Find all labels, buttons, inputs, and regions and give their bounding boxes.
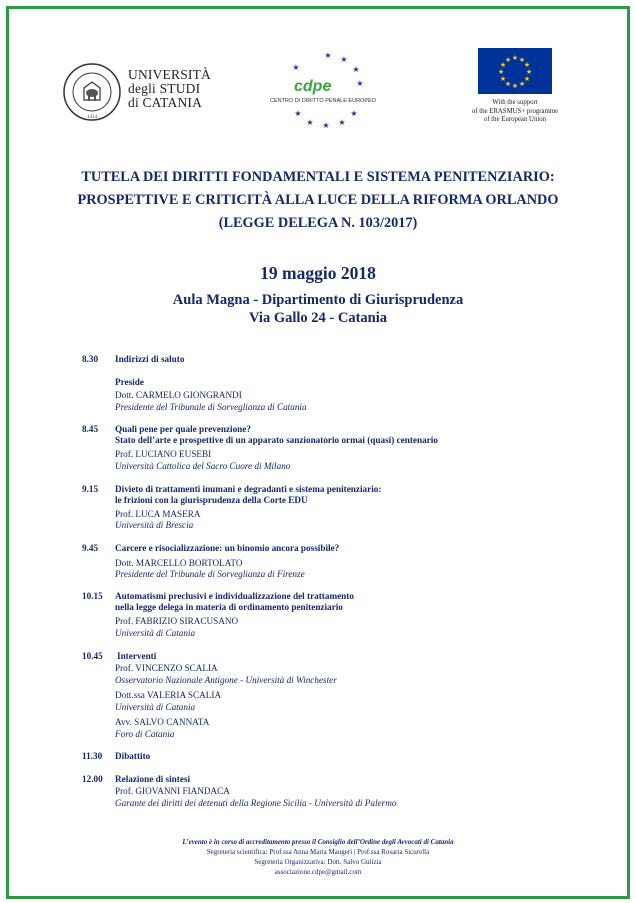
speaker-name: Dott. CARMELO GIONGRANDI: [115, 390, 242, 400]
speaker-affiliation: Università Cattolica del Sacro Cuore di Milano: [115, 461, 291, 471]
session-title: Automatismi preclusivi e individualizzazione del trattamento: [115, 591, 354, 601]
svg-text:★: ★: [518, 80, 526, 88]
svg-text:★: ★: [294, 109, 302, 118]
title-line3: (LEGGE DELEGA N. 103/2017): [218, 215, 418, 231]
speaker-affiliation: Università di Catania: [115, 702, 196, 712]
session-role: Preside: [115, 377, 144, 387]
session-title: Dibattito: [115, 751, 151, 761]
speaker-name: Prof. FABRIZIO SIRACUSANO: [115, 616, 239, 626]
session-time: 10.45: [82, 651, 103, 661]
event-venue: [0, 291, 636, 327]
svg-text:★: ★: [292, 63, 300, 72]
footer-email[interactable]: associazione.cdpe@gmail.com: [274, 868, 362, 876]
unict-line1: UNIVERSITÀ: [128, 67, 211, 82]
footer-organizing-secretariat: Segreteria Organizzativa: Dott. Salvo Gulizia: [254, 858, 382, 866]
page-border: [6, 6, 630, 899]
eu-caption-line2: of the ERASMUS+ programme: [471, 107, 559, 115]
speaker-name: Prof. GIOVANNI FIANDACA: [115, 786, 230, 796]
eu-flag-icon: [478, 48, 552, 94]
svg-text:★: ★: [511, 82, 519, 90]
title-line1: TUTELA DEI DIRITTI FONDAMENTALI E SISTEMA PENITENZIARIO:: [81, 169, 555, 185]
unict-name: [128, 68, 211, 110]
svg-text:★: ★: [499, 61, 507, 69]
svg-text:★: ★: [350, 109, 358, 118]
session-time: 10.15: [82, 591, 103, 601]
speaker-name: Prof. LUCIANO EUSEBI: [115, 449, 212, 459]
session-time: 8.45: [82, 424, 99, 434]
footer-scientific-secretariat: Segreteria scientifica: Prof.ssa Anna Maria Maugeri | Prof.ssa Rosaria Sicurella: [206, 848, 430, 856]
eu-flag: [478, 48, 552, 94]
footer: [0, 837, 636, 877]
session-time: 8.30: [82, 354, 99, 364]
speaker-name: Prof. LUCA MASERA: [115, 509, 201, 519]
unict-seal-icon: [62, 62, 122, 122]
svg-text:★: ★: [322, 121, 330, 130]
eu-caption-line3: of the European Union: [483, 116, 547, 123]
venue-line2: Via Gallo 24 - Catania: [248, 310, 388, 326]
session-title: Interventi: [117, 651, 157, 661]
speaker-affiliation: Osservatorio Nazionale Antigone - Università di Winchester: [115, 675, 337, 685]
unict-line3: di CATANIA: [128, 95, 203, 110]
venue-line1: Aula Magna - Dipartimento di Giurisprudenza: [172, 292, 464, 308]
speaker-name: Dott.ssa VALERIA SCALIA: [115, 690, 222, 700]
speaker-affiliation: Università di Brescia: [115, 520, 194, 530]
svg-text:★: ★: [324, 51, 332, 60]
eu-caption: [445, 99, 585, 125]
speaker-name: Avv. SALVO CANNATA: [115, 717, 210, 727]
cdpe-wordmark: cdpe: [294, 78, 332, 95]
session-title: Carcere e risocializzazione: un binomio ancora possibile?: [115, 543, 340, 553]
unict-line2: degli STUDI: [128, 81, 201, 96]
seal-year: 1434: [87, 115, 97, 120]
title-line2: PROSPETTIVE E CRITICITÀ ALLA LUCE DELLA RIFORMA ORLANDO: [77, 192, 559, 208]
speaker-name: Dott. MARCELLO BORTOLATO: [115, 558, 243, 568]
session-subtitle: nella legge delega in materia di ordinamento penitenziario: [115, 602, 343, 612]
svg-text:★: ★: [352, 65, 360, 74]
speaker-affiliation: Garante dei diritti dei detenuti della Regione Sicilia - Università di Palermo: [115, 798, 397, 808]
svg-text:★: ★: [340, 55, 348, 64]
footer-accreditation: L’evento è in corso di accreditamento presso il Consiglio dell’Ordine degli Avvocati di Catania: [182, 838, 454, 846]
svg-text:★: ★: [518, 56, 526, 64]
svg-text:★: ★: [306, 118, 314, 127]
speaker-affiliation: Università di Catania: [115, 628, 196, 638]
session-time: 11.30: [82, 751, 103, 761]
speaker-affiliation: Foro di Catania: [115, 729, 175, 739]
session-time: 12.00: [82, 774, 103, 784]
svg-text:★: ★: [338, 118, 346, 127]
svg-text:★: ★: [504, 56, 512, 64]
session-title: Relazione di sintesi: [115, 774, 191, 784]
session-title: Quali pene per quale prevenzione?: [115, 424, 251, 434]
svg-text:★: ★: [525, 68, 533, 76]
speaker-affiliation: Presidente del Tribunale di Sorveglianza di Catania: [115, 402, 307, 412]
session-title: Indirizzi di saluto: [115, 354, 185, 364]
svg-text:★: ★: [523, 75, 531, 83]
event-title: [20, 166, 616, 235]
unict-logo: [62, 62, 222, 124]
speaker-affiliation: Presidente del Tribunale di Sorveglianza di Firenze: [115, 569, 305, 579]
session-subtitle: Stato dell’arte e prospettive di un apparato sanzionatorio ormai (quasi) centenario: [115, 435, 438, 445]
svg-text:★: ★: [497, 68, 505, 76]
session-subtitle: le frizioni con la giurisprudenza della Corte EDU: [115, 495, 308, 505]
svg-text:★: ★: [356, 79, 364, 88]
eu-caption-line1: With the support: [492, 99, 538, 106]
svg-text:★: ★: [504, 80, 512, 88]
event-date: 19 maggio 2018: [260, 263, 376, 283]
svg-text:★: ★: [511, 54, 519, 62]
cdpe-subtitle: CENTRO DI DIRITTO PENALE EUROPEO: [270, 98, 376, 104]
session-time: 9.15: [82, 484, 99, 494]
svg-text:★: ★: [523, 61, 531, 69]
speaker-name: Prof. VINCENZO SCALIA: [115, 663, 218, 673]
session-title: Divieto di trattamenti inumani e degradanti e sistema penitenziario:: [115, 484, 382, 494]
svg-text:★: ★: [499, 75, 507, 83]
session-time: 9.45: [82, 543, 99, 553]
cdpe-logo: [268, 50, 388, 130]
